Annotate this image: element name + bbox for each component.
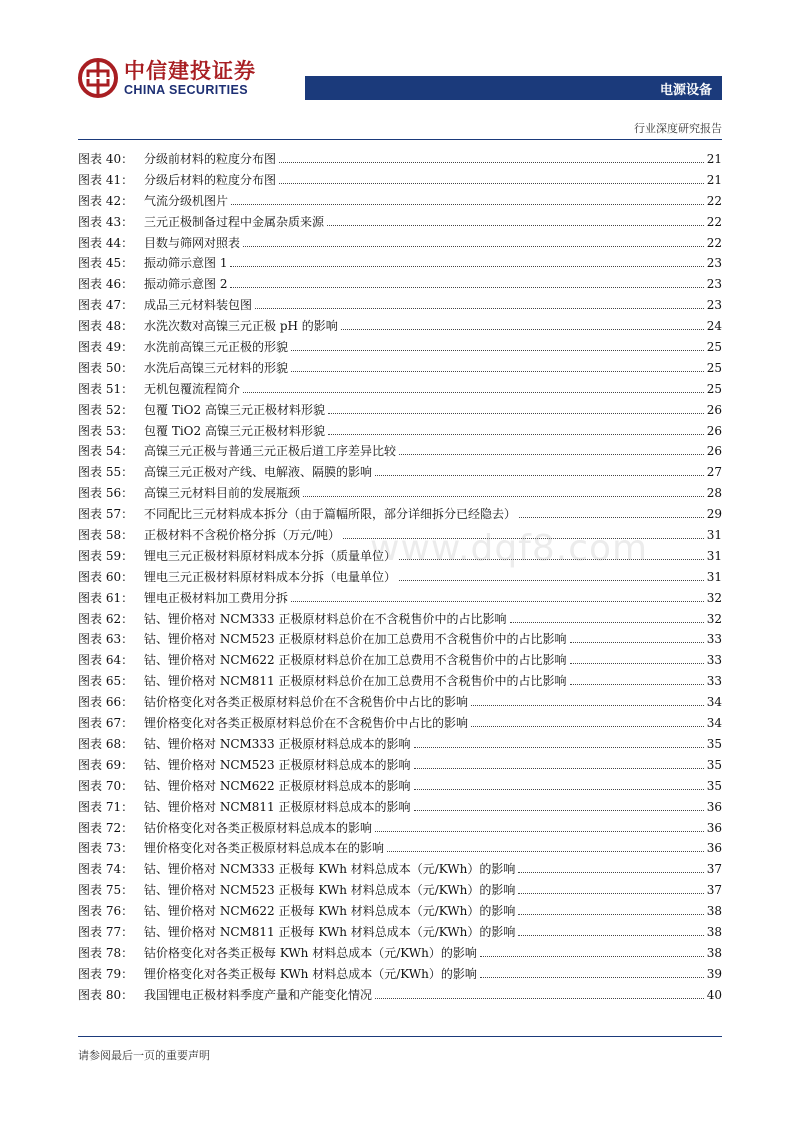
toc-entry-page: 23 bbox=[706, 277, 722, 292]
toc-entry-title: 成品三元材料装包图 bbox=[144, 298, 253, 313]
toc-entry-page: 24 bbox=[706, 319, 722, 334]
toc-entry-title: 气流分级机图片 bbox=[144, 193, 229, 208]
toc-entry-label: 图表 44： bbox=[78, 235, 134, 250]
footer-divider bbox=[78, 1036, 722, 1037]
toc-entry-label: 图表 42： bbox=[78, 193, 134, 208]
toc-entry[interactable] bbox=[78, 922, 722, 943]
toc-dot-leader bbox=[243, 245, 704, 247]
toc-entry-page: 36 bbox=[706, 841, 722, 856]
toc-dot-leader bbox=[399, 453, 704, 455]
toc-entry-title: 包覆 TiO2 高镍三元正极材料形貌 bbox=[144, 402, 325, 417]
watermark: www.dqf8.com bbox=[370, 528, 649, 569]
toc-entry-label: 图表 66： bbox=[78, 695, 134, 710]
toc-dot-leader bbox=[375, 474, 704, 476]
toc-dot-leader bbox=[243, 391, 704, 393]
toc-entry-title: 钴、锂价格对 NCM523 正极原材料总成本的影响 bbox=[144, 757, 411, 772]
toc-entry-label: 图表 49： bbox=[78, 340, 134, 355]
toc-entry[interactable] bbox=[78, 441, 722, 462]
logo-chinese-name: 中信建投证券 bbox=[124, 59, 256, 83]
toc-dot-leader bbox=[399, 579, 704, 581]
toc-entry-page: 38 bbox=[706, 924, 722, 939]
toc-entry-page: 31 bbox=[706, 548, 722, 563]
toc-entry-page: 33 bbox=[706, 632, 722, 647]
toc-dot-leader bbox=[375, 997, 704, 999]
toc-entry-label: 图表 63： bbox=[78, 632, 134, 647]
toc-entry-label: 图表 76： bbox=[78, 904, 134, 919]
toc-entry-title: 锂价格变化对各类正极原材料总成本在的影响 bbox=[144, 841, 385, 856]
toc-entry-title: 锂价格变化对各类正极每 KWh 材料总成本（元/KWh）的影响 bbox=[144, 966, 477, 981]
toc-entry-label: 图表 74： bbox=[78, 862, 134, 877]
toc-dot-leader bbox=[518, 892, 703, 894]
toc-entry-page: 22 bbox=[706, 214, 722, 229]
toc-entry-title: 无机包覆流程简介 bbox=[144, 381, 241, 396]
toc-entry-page: 38 bbox=[706, 904, 722, 919]
toc-entry-label: 图表 75： bbox=[78, 883, 134, 898]
toc-entry-page: 40 bbox=[706, 987, 722, 1002]
toc-entry-title: 钴、锂价格对 NCM811 正极原材料总价在加工总费用不含税售价中的占比影响 bbox=[144, 674, 567, 689]
toc-dot-leader bbox=[414, 746, 704, 748]
toc-entry-title: 高镍三元材料目前的发展瓶颈 bbox=[144, 486, 301, 501]
toc-entry-label: 图表 72： bbox=[78, 820, 134, 835]
toc-entry-title: 钴、锂价格对 NCM333 正极原材料总价在不含税售价中的占比影响 bbox=[144, 611, 507, 626]
toc-entry-page: 21 bbox=[706, 172, 722, 187]
toc-entry-label: 图表 47： bbox=[78, 298, 134, 313]
toc-entry[interactable] bbox=[78, 755, 722, 776]
toc-dot-leader bbox=[570, 641, 704, 643]
toc-entry-title: 锂价格变化对各类正极原材料总价在不含税售价中占比的影响 bbox=[144, 716, 469, 731]
toc-entry[interactable] bbox=[78, 400, 722, 421]
toc-entry-page: 33 bbox=[706, 653, 722, 668]
toc-entry[interactable] bbox=[78, 650, 722, 671]
footer-disclaimer: 请参阅最后一页的重要声明 bbox=[78, 1049, 210, 1062]
report-type: 行业深度研究报告 bbox=[634, 122, 722, 135]
sector-label: 电源设备 bbox=[659, 83, 712, 98]
toc-entry-label: 图表 58： bbox=[78, 528, 134, 543]
toc-entry-label: 图表 46： bbox=[78, 277, 134, 292]
toc-entry-label: 图表 79： bbox=[78, 966, 134, 981]
toc-dot-leader bbox=[341, 328, 704, 330]
toc-entry-page: 31 bbox=[706, 528, 722, 543]
toc-entry-label: 图表 70： bbox=[78, 778, 134, 793]
toc-entry[interactable] bbox=[78, 776, 722, 797]
toc-entry[interactable] bbox=[78, 233, 722, 254]
toc-dot-leader bbox=[328, 433, 704, 435]
toc-entry[interactable] bbox=[78, 337, 722, 358]
toc-entry-label: 图表 64： bbox=[78, 653, 134, 668]
toc-entry-label: 图表 65： bbox=[78, 674, 134, 689]
toc-entry-title: 锂电正极材料加工费用分拆 bbox=[144, 590, 289, 605]
toc-entry-page: 26 bbox=[706, 444, 722, 459]
toc-entry-page: 31 bbox=[706, 569, 722, 584]
toc-entry[interactable] bbox=[78, 379, 722, 400]
toc-dot-leader bbox=[375, 830, 704, 832]
toc-entry-title: 钴、锂价格对 NCM523 正极原材料总价在加工总费用不含税售价中的占比影响 bbox=[144, 632, 567, 647]
toc-entry-title: 水洗后高镍三元材料的形貌 bbox=[144, 360, 289, 375]
toc-entry-title: 锂电三元正极材料原材料成本分拆（质量单位） bbox=[144, 548, 397, 563]
toc-dot-leader bbox=[279, 182, 704, 184]
logo bbox=[78, 58, 256, 98]
toc-entry-page: 32 bbox=[706, 590, 722, 605]
toc-entry-title: 钴、锂价格对 NCM333 正极每 KWh 材料总成本（元/KWh）的影响 bbox=[144, 862, 516, 877]
toc-entry-page: 28 bbox=[706, 486, 722, 501]
toc-entry-label: 图表 50： bbox=[78, 360, 134, 375]
toc-entry-title: 钴、锂价格对 NCM622 正极每 KWh 材料总成本（元/KWh）的影响 bbox=[144, 904, 516, 919]
toc-entry-page: 32 bbox=[706, 611, 722, 626]
toc-entry[interactable] bbox=[78, 818, 722, 839]
toc-entry-label: 图表 62： bbox=[78, 611, 134, 626]
toc-dot-leader bbox=[327, 224, 704, 226]
toc-entry[interactable] bbox=[78, 191, 722, 212]
toc-entry-page: 37 bbox=[706, 883, 722, 898]
toc-entry[interactable] bbox=[78, 713, 722, 734]
toc-dot-leader bbox=[328, 412, 704, 414]
china-securities-logo-icon bbox=[78, 58, 118, 98]
toc-entry-page: 29 bbox=[706, 507, 722, 522]
toc-entry-label: 图表 71： bbox=[78, 799, 134, 814]
toc-dot-leader bbox=[570, 662, 704, 664]
toc-entry[interactable] bbox=[78, 943, 722, 964]
toc-entry[interactable] bbox=[78, 483, 722, 504]
toc-entry-label: 图表 53： bbox=[78, 423, 134, 438]
toc-dot-leader bbox=[518, 871, 703, 873]
toc-entry[interactable] bbox=[78, 880, 722, 901]
toc-entry-page: 34 bbox=[706, 716, 722, 731]
toc-entry[interactable] bbox=[78, 838, 722, 859]
toc-dot-leader bbox=[510, 621, 704, 623]
toc-entry-page: 23 bbox=[706, 256, 722, 271]
toc-entry-title: 目数与筛网对照表 bbox=[144, 235, 241, 250]
toc-dot-leader bbox=[519, 516, 704, 518]
table-of-figures bbox=[78, 149, 722, 1006]
toc-entry-title: 钴、锂价格对 NCM811 正极每 KWh 材料总成本（元/KWh）的影响 bbox=[144, 924, 516, 939]
toc-entry-label: 图表 68： bbox=[78, 736, 134, 751]
toc-entry[interactable] bbox=[78, 421, 722, 442]
toc-entry-title: 振动筛示意图 2 bbox=[144, 277, 228, 292]
toc-entry[interactable] bbox=[78, 734, 722, 755]
toc-entry[interactable] bbox=[78, 253, 722, 274]
toc-entry-title: 钴、锂价格对 NCM523 正极每 KWh 材料总成本（元/KWh）的影响 bbox=[144, 883, 516, 898]
toc-entry-label: 图表 59： bbox=[78, 548, 134, 563]
toc-entry[interactable] bbox=[78, 671, 722, 692]
toc-entry-title: 钴、锂价格对 NCM333 正极原材料总成本的影响 bbox=[144, 736, 411, 751]
toc-dot-leader bbox=[471, 704, 704, 706]
toc-entry[interactable] bbox=[78, 462, 722, 483]
toc-dot-leader bbox=[230, 286, 703, 288]
toc-entry-label: 图表 40： bbox=[78, 152, 134, 166]
toc-dot-leader bbox=[291, 600, 704, 602]
toc-entry-label: 图表 52： bbox=[78, 402, 134, 417]
toc-entry[interactable] bbox=[78, 692, 722, 713]
toc-entry-title: 三元正极制备过程中金属杂质来源 bbox=[144, 214, 325, 229]
toc-entry-title: 高镍三元正极与普通三元正极后道工序差异比较 bbox=[144, 444, 397, 459]
toc-entry-title: 水洗前高镍三元正极的形貌 bbox=[144, 340, 289, 355]
toc-entry-label: 图表 41： bbox=[78, 172, 134, 187]
toc-dot-leader bbox=[480, 976, 704, 978]
toc-entry[interactable] bbox=[78, 901, 722, 922]
toc-entry-page: 25 bbox=[706, 381, 722, 396]
toc-entry-label: 图表 80： bbox=[78, 987, 134, 1002]
toc-dot-leader bbox=[303, 495, 704, 497]
toc-entry-title: 钴价格变化对各类正极原材料总成本的影响 bbox=[144, 820, 373, 835]
toc-dot-leader bbox=[414, 809, 704, 811]
toc-dot-leader bbox=[518, 913, 703, 915]
toc-dot-leader bbox=[291, 349, 704, 351]
toc-entry-page: 22 bbox=[706, 235, 722, 250]
toc-dot-leader bbox=[414, 788, 704, 790]
toc-entry-label: 图表 60： bbox=[78, 569, 134, 584]
toc-entry-page: 39 bbox=[706, 966, 722, 981]
toc-dot-leader bbox=[480, 955, 704, 957]
toc-entry[interactable] bbox=[78, 629, 722, 650]
toc-entry-title: 钴、锂价格对 NCM811 正极原材料总成本的影响 bbox=[144, 799, 411, 814]
toc-dot-leader bbox=[471, 725, 704, 727]
toc-entry-page: 38 bbox=[706, 945, 722, 960]
toc-entry-title: 钴、锂价格对 NCM622 正极原材料总成本的影响 bbox=[144, 778, 411, 793]
toc-entry[interactable] bbox=[78, 859, 722, 880]
toc-entry-title: 水洗次数对高镍三元正极 pH 的影响 bbox=[144, 319, 338, 334]
toc-entry-label: 图表 48： bbox=[78, 319, 134, 334]
toc-entry[interactable] bbox=[78, 274, 722, 295]
toc-entry-title: 我国锂电正极材料季度产量和产能变化情况 bbox=[144, 987, 373, 1002]
toc-entry[interactable] bbox=[78, 170, 722, 191]
toc-entry-page: 27 bbox=[706, 465, 722, 480]
toc-entry[interactable] bbox=[78, 985, 722, 1006]
toc-entry-title: 锂电三元正极材料原材料成本分拆（电量单位） bbox=[144, 569, 397, 584]
toc-entry-page: 25 bbox=[706, 340, 722, 355]
toc-entry-page: 23 bbox=[706, 298, 722, 313]
toc-entry-page: 21 bbox=[706, 152, 722, 166]
toc-dot-leader bbox=[231, 203, 704, 205]
toc-entry-label: 图表 45： bbox=[78, 256, 134, 271]
toc-entry[interactable] bbox=[78, 964, 722, 985]
toc-entry-page: 34 bbox=[706, 695, 722, 710]
toc-entry-page: 36 bbox=[706, 799, 722, 814]
toc-entry-title: 分级前材料的粒度分布图 bbox=[144, 152, 277, 166]
toc-entry-label: 图表 57： bbox=[78, 507, 134, 522]
toc-dot-leader bbox=[255, 307, 704, 309]
toc-entry-title: 钴、锂价格对 NCM622 正极原材料总价在加工总费用不含税售价中的占比影响 bbox=[144, 653, 567, 668]
toc-entry-label: 图表 56： bbox=[78, 486, 134, 501]
toc-dot-leader bbox=[518, 934, 703, 936]
toc-dot-leader bbox=[291, 370, 704, 372]
toc-entry-title: 包覆 TiO2 高镍三元正极材料形貌 bbox=[144, 423, 325, 438]
toc-entry-title: 钴价格变化对各类正极每 KWh 材料总成本（元/KWh）的影响 bbox=[144, 945, 477, 960]
toc-entry[interactable] bbox=[78, 316, 722, 337]
toc-entry[interactable] bbox=[78, 588, 722, 609]
toc-entry-label: 图表 55： bbox=[78, 465, 134, 480]
toc-entry-title: 不同配比三元材料成本拆分（由于篇幅所限，部分详细拆分已经隐去） bbox=[144, 507, 517, 522]
toc-entry-page: 33 bbox=[706, 674, 722, 689]
header-divider bbox=[78, 139, 722, 140]
toc-entry-label: 图表 69： bbox=[78, 757, 134, 772]
toc-dot-leader bbox=[279, 161, 704, 163]
toc-entry-label: 图表 54： bbox=[78, 444, 134, 459]
toc-entry-label: 图表 77： bbox=[78, 924, 134, 939]
toc-entry-page: 25 bbox=[706, 360, 722, 375]
toc-entry[interactable] bbox=[78, 567, 722, 588]
toc-entry-page: 22 bbox=[706, 193, 722, 208]
toc-entry[interactable] bbox=[78, 504, 722, 525]
toc-entry[interactable] bbox=[78, 797, 722, 818]
sector-banner bbox=[305, 76, 722, 100]
toc-entry-page: 26 bbox=[706, 402, 722, 417]
toc-entry-title: 振动筛示意图 1 bbox=[144, 256, 228, 271]
logo-english-name: CHINA SECURITIES bbox=[124, 83, 249, 97]
toc-entry[interactable] bbox=[78, 609, 722, 630]
toc-entry-label: 图表 67： bbox=[78, 716, 134, 731]
toc-dot-leader bbox=[387, 850, 704, 852]
toc-entry-page: 35 bbox=[706, 778, 722, 793]
toc-entry[interactable] bbox=[78, 149, 722, 170]
toc-entry-title: 高镍三元正极对产线、电解液、隔膜的影响 bbox=[144, 465, 373, 480]
toc-entry-page: 35 bbox=[706, 757, 722, 772]
toc-entry-page: 37 bbox=[706, 862, 722, 877]
toc-entry[interactable] bbox=[78, 295, 722, 316]
toc-entry-label: 图表 43： bbox=[78, 214, 134, 229]
toc-dot-leader bbox=[414, 767, 704, 769]
toc-entry-label: 图表 73： bbox=[78, 841, 134, 856]
toc-entry-label: 图表 51： bbox=[78, 381, 134, 396]
toc-entry-label: 图表 61： bbox=[78, 590, 134, 605]
toc-entry-title: 正极材料不含税价格分拆（万元/吨） bbox=[144, 528, 341, 543]
toc-dot-leader bbox=[230, 265, 703, 267]
toc-entry-page: 36 bbox=[706, 820, 722, 835]
toc-entry-title: 分级后材料的粒度分布图 bbox=[144, 172, 277, 187]
toc-entry[interactable] bbox=[78, 358, 722, 379]
toc-entry-page: 35 bbox=[706, 736, 722, 751]
toc-dot-leader bbox=[570, 683, 704, 685]
toc-entry-title: 钴价格变化对各类正极原材料总价在不含税售价中占比的影响 bbox=[144, 695, 469, 710]
toc-entry-page: 26 bbox=[706, 423, 722, 438]
toc-entry-label: 图表 78： bbox=[78, 945, 134, 960]
toc-entry[interactable] bbox=[78, 212, 722, 233]
